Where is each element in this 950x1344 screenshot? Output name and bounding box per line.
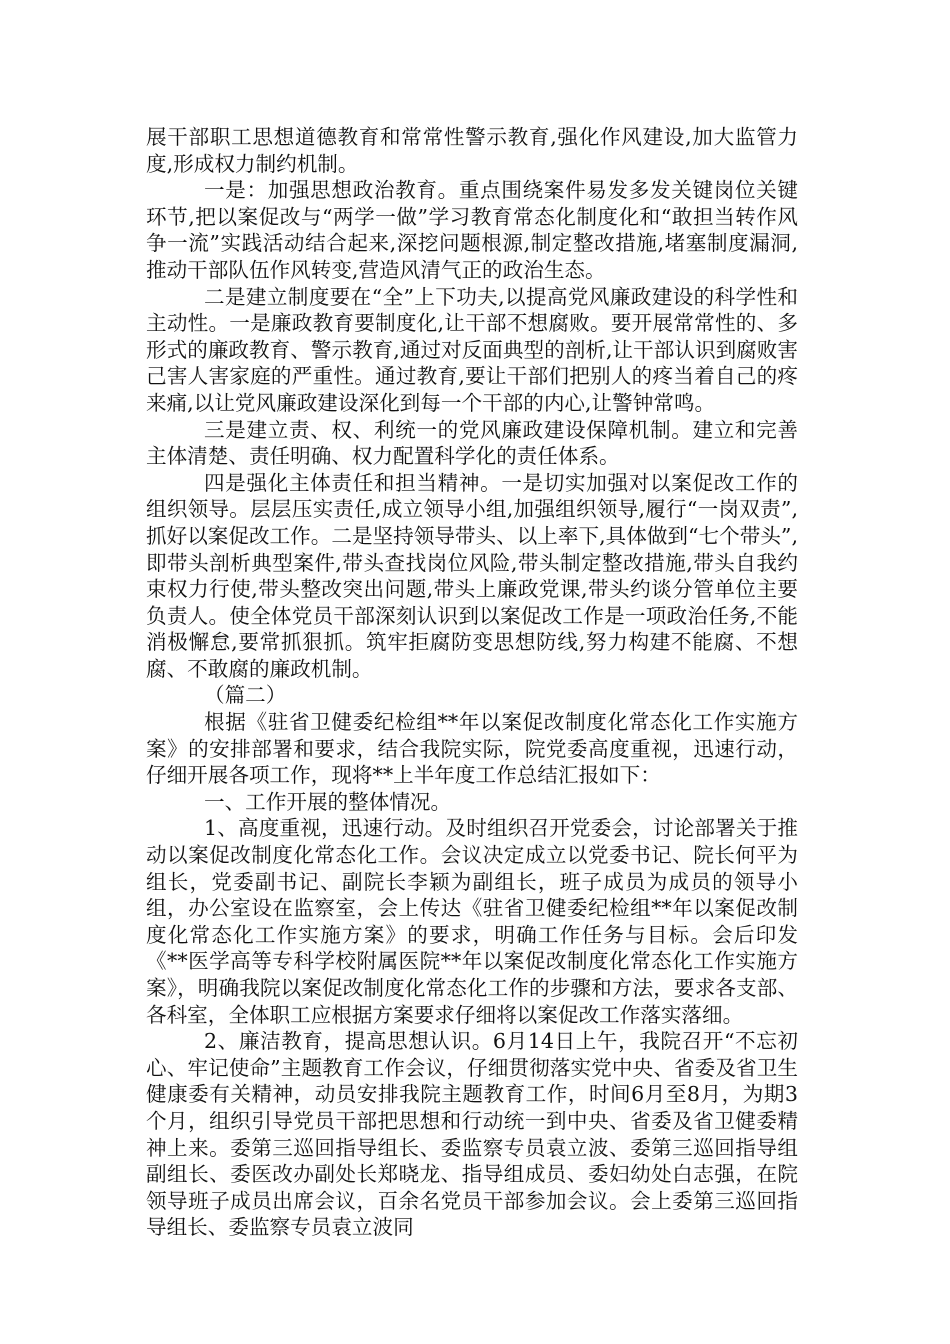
paragraph-point-three: 三是建立责、权、利统一的党风廉政建设保障机制。建立和完善主体清楚、责任明确、权力配置科学化的责任体系。 (146, 417, 798, 469)
paragraph-point-four: 四是强化主体责任和担当精神。一是切实加强对以案促改工作的组织领导。层层压实责任,成立领导小组,加强组织领导,履行“一岗双责”,抓好以案促改工作。二是坚持领导带头、以上率下,具体做到“七个带头”,即带头剖析典型案件,带头查找岗位风险,带头制定整改措施,带头自我约束权力行使,带头整改突出问题,带头上廉政党课,带头约谈分管单位主要负责人。使全体党员干部深刻认识到以案促改工作是一项政治任务,不能消极懈怠,要常抓狠抓。筑牢拒腐防变思想防线,努力构建不能腐、不想腐、不敢腐的廉政机制。 (146, 470, 798, 681)
subheading-overall-situation: 一、工作开展的整体情况。 (204, 789, 452, 814)
paragraph-intro: 展干部职工思想道德教育和常常性警示教育,强化作风建设,加大监管力度,形成权力制约机制。 (146, 125, 798, 176)
paragraph-item-two: 2、廉洁教育，提高思想认识。6月14日上午，我院召开“不忘初心、牢记使命”主题教育工作会议，仔细贯彻落实党中央、省委及省卫生健康委有关精神，动员安排我院主题教育工作，时间6月至8月，为期3个月，组织引导党员干部把思想和行动统一到中央、省委及省卫健委精神上来。委第三巡回指导组长、委监察专员袁立波、委第三巡回指导组副组长、委医改办副处长郑晓龙、指导组成员、委妇幼处白志强，在院领导班子成员出席会议，百余名党员干部参加会议。会上委第三巡回指导组长、委监察专员袁立波同 (146, 1029, 798, 1240)
document-body (146, 124, 798, 1241)
paragraph-point-one: 一是：加强思想政治教育。重点围绕案件易发多发关键岗位关键环节,把以案促改与“两学一做”学习教育常态化制度化和“敢担当转作风争一流”实践活动结合起来,深挖问题根源,制定整改措施,堵塞制度漏洞,推动干部队伍作风转变,营造风清气正的政治生态。 (146, 178, 798, 282)
paragraph-point-two: 二是建立制度要在“全”上下功夫,以提高党风廉政建设的科学性和主动性。一是廉政教育要制度化,让干部不想腐败。要开展常常性的、多形式的廉政教育、警示教育,通过对反面典型的剖析,让干部认识到腐败害己害人害家庭的严重性。通过教育,要让干部们把别人的疼当着自己的疼来痛,以让党风廉政建设深化到每一个干部的内心,让警钟常鸣。 (146, 284, 798, 415)
paragraph-part-two-intro: 根据《驻省卫健委纪检组**年以案促改制度化常态化工作实施方案》的安排部署和要求，结合我院实际，院党委高度重视，迅速行动，仔细开展各项工作，现将**上半年度工作总结汇报如下： (146, 710, 798, 788)
paragraph-item-one: 1、高度重视，迅速行动。及时组织召开党委会，讨论部署关于推动以案促改制度化常态化工作。会议决定成立以党委书记、院长何平为组长，党委副书记、副院长李颖为副组长，班子成员为成员的领导小组，办公室设在监察室，会上传达《驻省卫健委纪检组**年以案促改制度化常态化工作实施方案》的要求，明确工作任务与目标。会后印发《**医学高等专科学校附属医院**年以案促改制度化常态化工作实施方案》，明确我院以案促改制度化常态化工作的步骤和方法，要求各支部、各科室，全体职工应根据方案要求仔细将以案促改工作落实落细。 (146, 816, 798, 1027)
section-heading-part-two: （篇二） (204, 683, 287, 708)
